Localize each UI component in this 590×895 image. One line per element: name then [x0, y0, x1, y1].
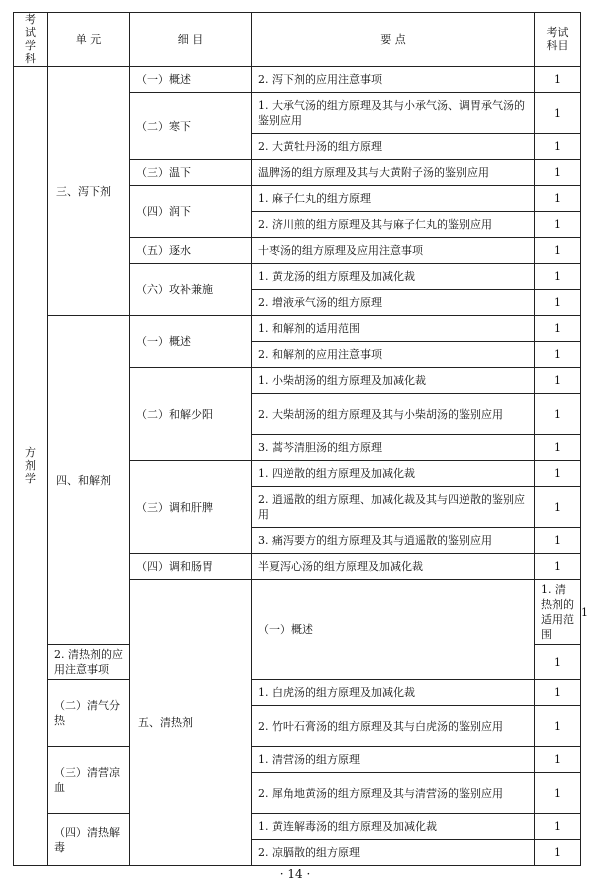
exam-num-cell: 1 — [535, 435, 581, 461]
exam-num-cell: 1 — [535, 238, 581, 264]
table-row — [14, 316, 581, 342]
exam-num-cell: 1 — [535, 160, 581, 186]
exam-num-cell: 1 — [535, 316, 581, 342]
exam-num-cell: 1 — [535, 93, 581, 134]
exam-num-cell: 1 — [535, 706, 581, 747]
header-subject: 考试学科 — [14, 13, 48, 67]
point-cell: 十枣汤的组方原理及应用注意事项 — [252, 238, 535, 264]
exam-num-cell: 1 — [535, 840, 581, 866]
point-cell: 2. 凉膈散的组方原理 — [252, 840, 535, 866]
point-cell: 3. 痛泻要方的组方原理及其与逍遥散的鉴别应用 — [252, 528, 535, 554]
item-cell: （二）寒下 — [130, 93, 252, 160]
exam-num-cell: 1 — [535, 394, 581, 435]
point-cell: 1. 黄连解毒汤的组方原理及加减化裁 — [252, 814, 535, 840]
exam-num-cell: 1 — [535, 773, 581, 814]
point-cell: 2. 济川煎的组方原理及其与麻子仁丸的鉴别应用 — [252, 212, 535, 238]
item-cell: （二）清气分热 — [48, 680, 130, 747]
table-row — [14, 747, 581, 773]
point-cell: 2. 竹叶石膏汤的组方原理及其与白虎汤的鉴别应用 — [252, 706, 535, 747]
subject-cell: 方剂学 — [14, 67, 48, 866]
item-cell: （二）和解少阳 — [130, 368, 252, 461]
item-cell: （一）概述 — [130, 67, 252, 93]
header-points: 要 点 — [252, 13, 535, 67]
exam-num-cell: 1 — [535, 290, 581, 316]
table-row — [14, 67, 581, 93]
point-cell: 2. 增液承气汤的组方原理 — [252, 290, 535, 316]
item-cell: （五）逐水 — [130, 238, 252, 264]
point-cell: 2. 犀角地黄汤的组方原理及其与清营汤的鉴别应用 — [252, 773, 535, 814]
exam-num-cell: 1 — [535, 212, 581, 238]
item-cell: （三）温下 — [130, 160, 252, 186]
table-row — [14, 680, 581, 706]
point-cell: 2. 逍遥散的组方原理、加减化裁及其与四逆散的鉴别应用 — [252, 487, 535, 528]
exam-num-cell: 1 — [535, 186, 581, 212]
exam-num-cell: 1 — [535, 814, 581, 840]
point-cell: 1. 清营汤的组方原理 — [252, 747, 535, 773]
unit-cell: 四、和解剂 — [48, 316, 130, 645]
exam-num-cell: 1 — [535, 134, 581, 160]
exam-num-cell: 1 — [535, 342, 581, 368]
table-row — [14, 814, 581, 840]
point-cell: 2. 泻下剂的应用注意事项 — [252, 67, 535, 93]
exam-num-cell: 1 — [535, 487, 581, 528]
point-cell: 温脾汤的组方原理及其与大黄附子汤的鉴别应用 — [252, 160, 535, 186]
point-cell: 1. 小柴胡汤的组方原理及加减化裁 — [252, 368, 535, 394]
item-cell: （四）清热解毒 — [48, 814, 130, 866]
point-cell: 半夏泻心汤的组方原理及加减化裁 — [252, 554, 535, 580]
exam-num-cell: 1 — [535, 264, 581, 290]
point-cell: 2. 清热剂的应用注意事项 — [48, 645, 130, 680]
exam-num-cell: 1 — [535, 461, 581, 487]
unit-cell: 三、泻下剂 — [48, 67, 130, 316]
table-header-row — [14, 13, 581, 67]
item-cell: （三）调和肝脾 — [130, 461, 252, 554]
point-cell: 2. 大柴胡汤的组方原理及其与小柴胡汤的鉴别应用 — [252, 394, 535, 435]
header-item: 细 目 — [130, 13, 252, 67]
exam-num-cell: 1 — [535, 368, 581, 394]
point-cell: 1. 和解剂的适用范围 — [252, 316, 535, 342]
item-cell: （一）概述 — [130, 316, 252, 368]
point-cell: 3. 蒿芩清胆汤的组方原理 — [252, 435, 535, 461]
exam-num-cell: 1 — [535, 680, 581, 706]
exam-num-cell: 1 — [535, 528, 581, 554]
point-cell: 1. 麻子仁丸的组方原理 — [252, 186, 535, 212]
exam-num-cell: 1 — [535, 554, 581, 580]
item-cell: （六）攻补兼施 — [130, 264, 252, 316]
point-cell: 1. 黄龙汤的组方原理及加减化裁 — [252, 264, 535, 290]
unit-cell: 五、清热剂 — [130, 580, 252, 866]
point-cell: 1. 白虎汤的组方原理及加减化裁 — [252, 680, 535, 706]
table-row: 五、清热剂 （一）概述 1. 清热剂的适用范围 1 — [14, 580, 581, 645]
syllabus-table — [13, 12, 588, 866]
point-cell: 1. 清热剂的适用范围 — [535, 580, 581, 645]
item-cell: （一）概述 — [252, 580, 535, 680]
point-cell: 2. 和解剂的应用注意事项 — [252, 342, 535, 368]
exam-num-cell: 1 — [535, 645, 581, 680]
item-cell: （三）清营凉血 — [48, 747, 130, 814]
exam-num-cell: 1 — [535, 67, 581, 93]
exam-num-cell: 1 — [535, 747, 581, 773]
header-unit: 单 元 — [48, 13, 130, 67]
point-cell: 2. 大黄牡丹汤的组方原理 — [252, 134, 535, 160]
header-exam-subject: 考试科目 — [535, 13, 581, 67]
item-cell: （四）润下 — [130, 186, 252, 238]
page-number: · 14 · — [279, 867, 311, 881]
item-cell: （四）调和肠胃 — [130, 554, 252, 580]
point-cell: 1. 四逆散的组方原理及加减化裁 — [252, 461, 535, 487]
point-cell: 1. 大承气汤的组方原理及其与小承气汤、调胃承气汤的鉴别应用 — [252, 93, 535, 134]
